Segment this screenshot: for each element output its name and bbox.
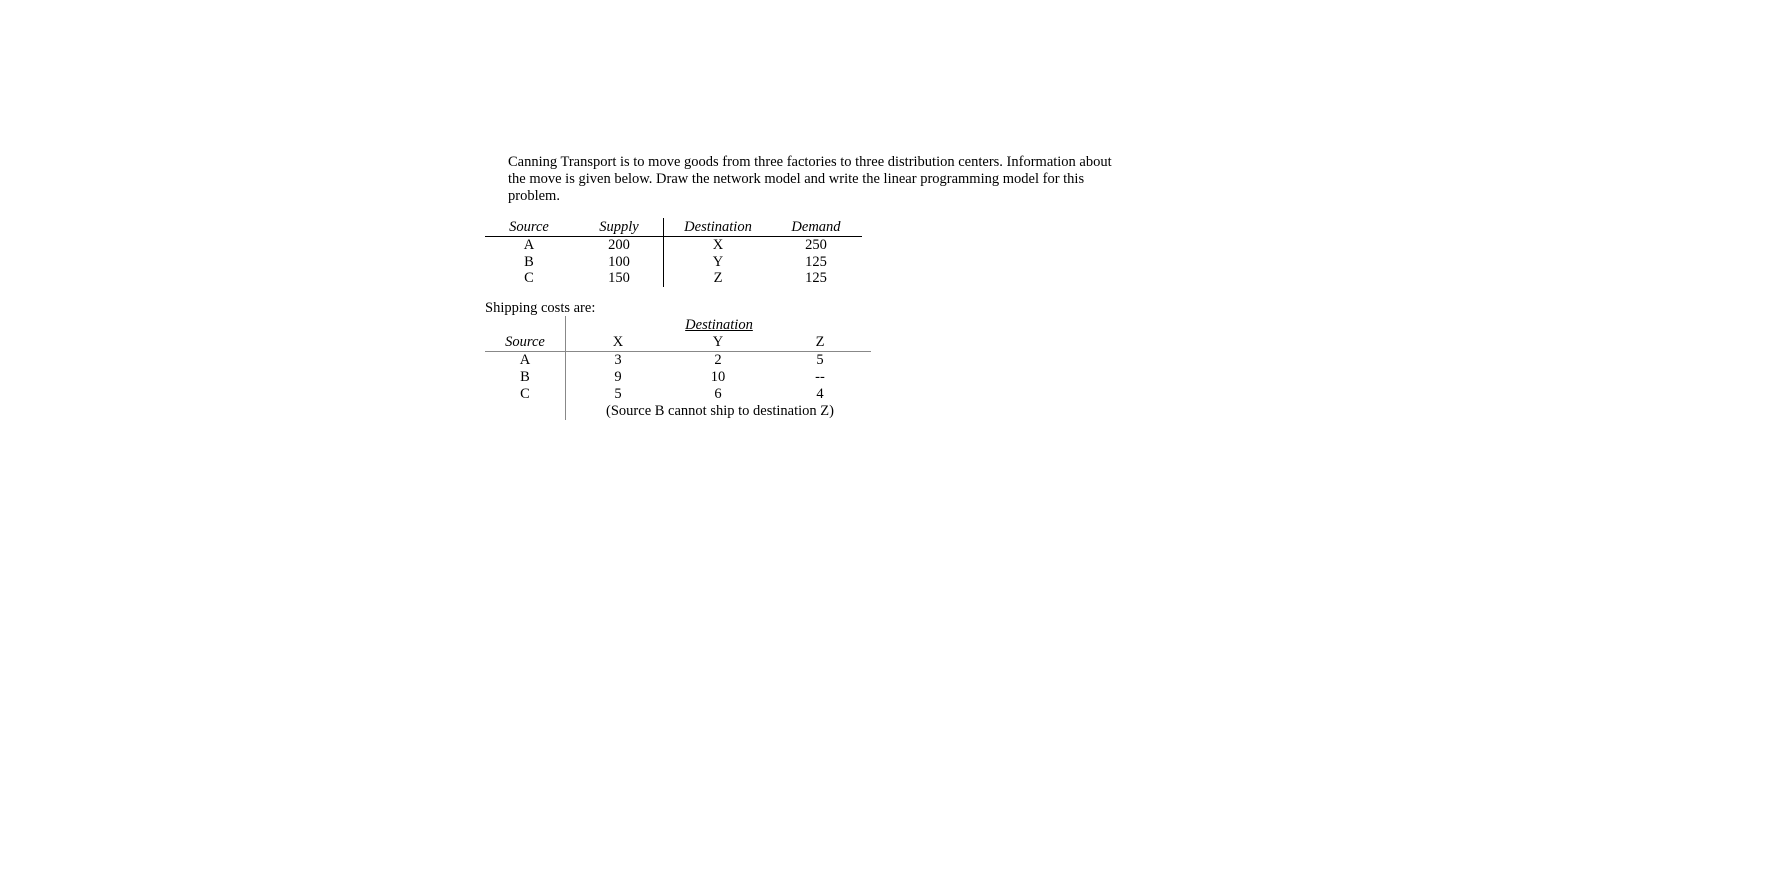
- source-divider: [565, 316, 566, 420]
- row-a-supply: 200: [608, 237, 630, 253]
- cost-a-y: 2: [714, 352, 722, 368]
- cost-c-x: 5: [614, 386, 622, 402]
- column-x: X: [612, 334, 624, 350]
- cost-row-c-source: C: [520, 386, 530, 402]
- cost-a-x: 3: [614, 352, 622, 368]
- cost-row-b-source: B: [520, 369, 530, 385]
- row-b-destination: Y: [712, 254, 724, 270]
- shipping-label: Shipping costs are:: [485, 300, 596, 316]
- column-z: Z: [815, 334, 825, 350]
- row-c-destination: Z: [713, 270, 723, 286]
- cost-c-y: 6: [714, 386, 722, 402]
- column-divider: [663, 218, 664, 287]
- row-a-demand: 250: [805, 237, 827, 253]
- header-demand: Demand: [791, 219, 841, 235]
- shipping-header-rule: [485, 351, 871, 352]
- row-a-source: A: [523, 237, 535, 253]
- cost-b-z: --: [815, 369, 825, 385]
- row-b-source: B: [524, 254, 534, 270]
- header-destination: Destination: [684, 219, 752, 235]
- cost-c-z: 4: [816, 386, 824, 402]
- cost-b-x: 9: [614, 369, 622, 385]
- row-c-demand: 125: [805, 270, 827, 286]
- header-source: Source: [509, 219, 549, 235]
- column-y: Y: [712, 334, 724, 350]
- row-a-destination: X: [712, 237, 724, 253]
- problem-statement: Canning Transport is to move goods from three factories to three distribution centers. Information about the move is given below. Draw the network model and write the linear programming model for this problem.: [508, 154, 1112, 204]
- header-supply: Supply: [599, 219, 639, 235]
- row-b-demand: 125: [805, 254, 827, 270]
- row-c-source: C: [524, 270, 534, 286]
- cost-row-a-source: A: [519, 352, 531, 368]
- row-c-supply: 150: [608, 270, 630, 286]
- cost-a-z: 5: [816, 352, 824, 368]
- destination-header: Destination: [685, 317, 753, 333]
- row-b-supply: 100: [608, 254, 630, 270]
- source-header: Source: [505, 334, 545, 350]
- shipping-note: (Source B cannot ship to destination Z): [606, 403, 834, 419]
- cost-b-y: 10: [710, 369, 726, 385]
